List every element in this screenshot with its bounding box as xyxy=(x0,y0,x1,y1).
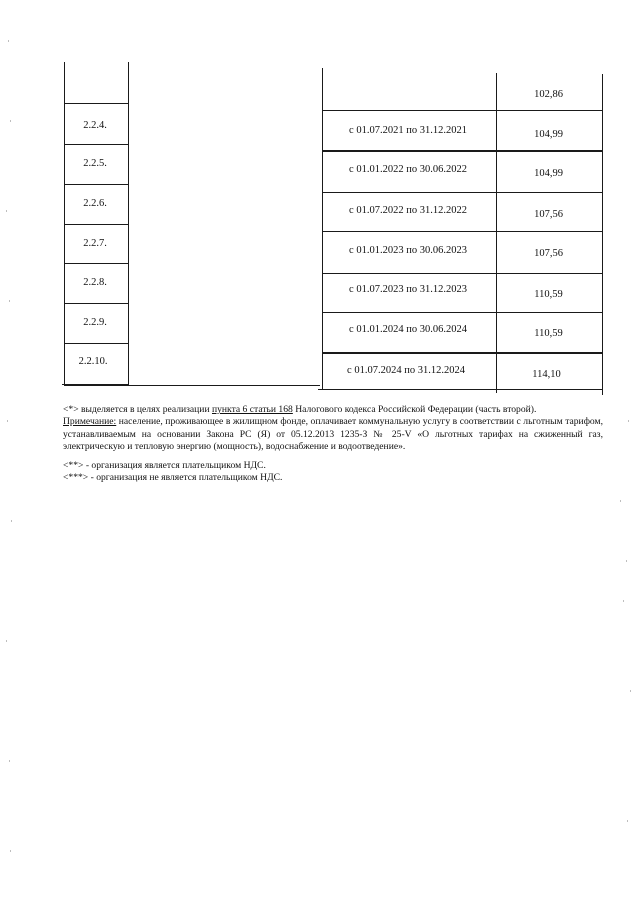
table-cell-number: 2.2.9. xyxy=(83,317,107,328)
table-cell-period: с 01.01.2024 по 30.06.2024 xyxy=(349,324,467,335)
table-row-divider xyxy=(64,103,128,104)
scan-speck xyxy=(6,210,7,212)
scan-speck xyxy=(620,500,621,502)
table-cell-number: 2.2.6. xyxy=(83,198,107,209)
table-cell-value: 107,56 xyxy=(534,248,563,259)
footnote-text: Налогового кодекса Российской Федерации (часть второй). xyxy=(292,404,537,415)
remark-label: Примечание: xyxy=(63,416,117,428)
table-bottom-border xyxy=(318,389,602,390)
table-row-divider xyxy=(322,110,602,111)
table-cell-period: с 01.01.2022 по 30.06.2022 xyxy=(349,164,467,175)
footnote-vat-payer: <**> - организация является плательщиком НДС. xyxy=(63,460,266,472)
table-row-divider xyxy=(322,150,602,151)
table-cell-value: 110,59 xyxy=(534,328,563,339)
table-cell-value: 104,99 xyxy=(534,168,563,179)
footnote-vat-nonpayer: <***> - организация не является плательщиком НДС. xyxy=(63,472,283,484)
scan-speck xyxy=(628,420,629,422)
table-row-divider xyxy=(64,343,128,344)
scan-speck xyxy=(9,300,10,302)
footnote-vat-allocation xyxy=(63,404,603,416)
table-cell-number: 2.2.7. xyxy=(83,238,107,249)
remark-text: население, проживающее в жилищном фонде, оплачивает коммунальную услугу в соответствии с льготным тарифом, устанавливаемым на основании Закона РС (Я) от 05.12.2013 1235-З № 25-V «О льготных тарифах на сжиженный газ, электрическую и тепловую энергию (мощность), водоснабжение и водоотведение». xyxy=(63,416,603,452)
scan-speck xyxy=(630,690,631,692)
scan-speck xyxy=(626,560,627,562)
table-cell-value: 110,59 xyxy=(534,289,563,300)
table-cell-period: с 01.01.2023 по 30.06.2023 xyxy=(349,245,467,256)
table-cell-number: 2.2.4. xyxy=(83,120,107,131)
table-column-divider xyxy=(322,68,323,390)
table-row-divider xyxy=(64,184,128,185)
table-row-divider xyxy=(64,144,128,145)
scan-speck xyxy=(10,120,11,122)
table-cell-period: с 01.07.2024 по 31.12.2024 xyxy=(347,365,465,376)
scan-speck xyxy=(7,420,8,422)
table-cell-value: 114,10 xyxy=(532,369,561,380)
table-cell-period: с 01.07.2023 по 31.12.2023 xyxy=(349,284,467,295)
footnote-text: выделяется в целях реализации xyxy=(78,404,212,415)
table-cell-period: с 01.07.2021 по 31.12.2021 xyxy=(349,125,467,136)
table-row-divider xyxy=(322,312,602,313)
table-cell-number: 2.2.8. xyxy=(83,277,107,288)
table-row-divider xyxy=(322,231,602,232)
table-cell-number: 2.2.10. xyxy=(78,356,108,367)
table-column-divider xyxy=(128,62,129,385)
table-row-divider xyxy=(64,303,128,304)
table-column-divider xyxy=(496,73,497,393)
footnotes xyxy=(63,404,603,485)
table-cell-number: 2.2.5. xyxy=(83,158,107,169)
table-cell-value: 107,56 xyxy=(534,209,563,220)
table-row-divider xyxy=(322,273,602,274)
table-cell-value: 104,99 xyxy=(534,129,563,140)
scan-speck xyxy=(623,600,624,602)
tax-code-link[interactable]: пункта 6 статьи 168 xyxy=(211,404,293,415)
footnote-marker: <*> xyxy=(63,404,79,415)
table-row-divider xyxy=(322,192,602,193)
table-border-right xyxy=(602,74,603,395)
scan-speck xyxy=(9,760,10,762)
table-cell-period: с 01.07.2022 по 31.12.2022 xyxy=(349,205,467,216)
table-row-divider xyxy=(64,224,128,225)
table-row-divider xyxy=(322,352,602,353)
table-row-divider xyxy=(64,263,128,264)
scan-speck xyxy=(8,40,9,42)
scan-speck xyxy=(10,850,11,852)
remark-paragraph xyxy=(63,416,603,453)
table-cell-value: 102,86 xyxy=(534,89,563,100)
table-bottom-border xyxy=(64,385,320,386)
scan-speck xyxy=(11,520,12,522)
scan-speck xyxy=(627,820,628,822)
scan-speck xyxy=(6,640,7,642)
